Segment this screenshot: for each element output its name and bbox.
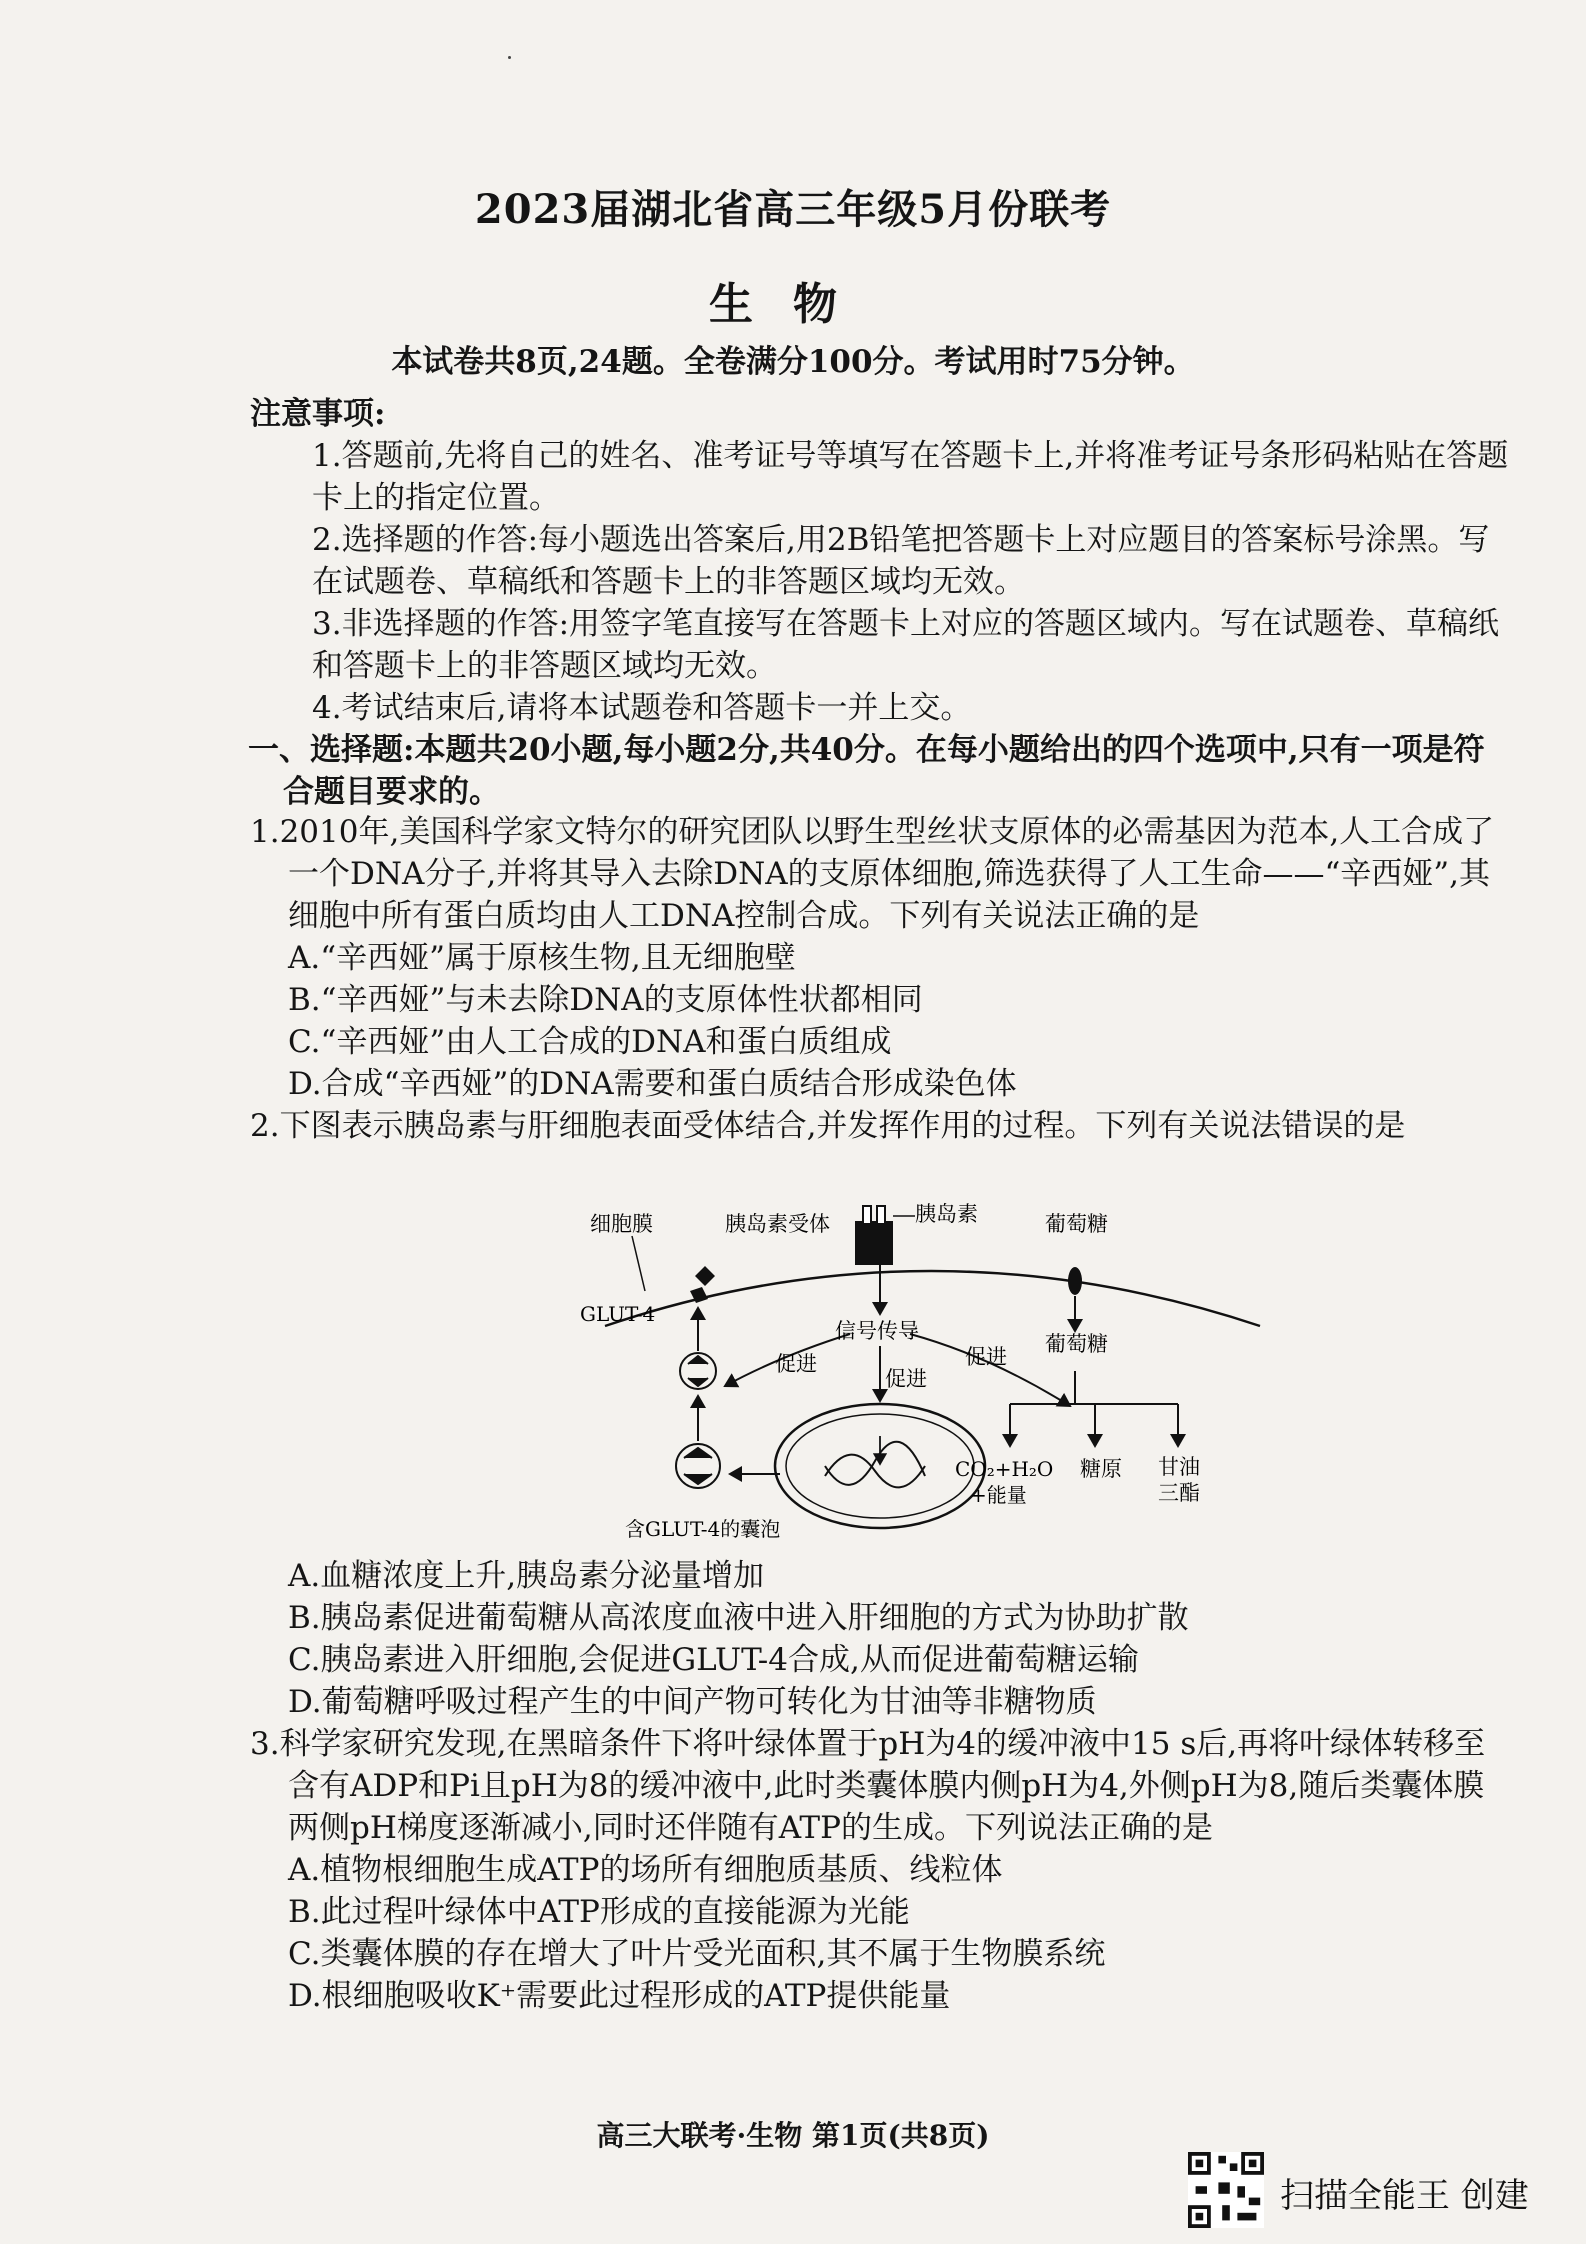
- question-2-options: [250, 1555, 1510, 2017]
- label-vesicle: 含GLUT-4的囊泡: [625, 1517, 781, 1541]
- note-item-2: 2.选择题的作答:每小题选出答案后,用2B铅笔把答题卡上对应题目的答案标号涂黑。写在试题卷、草稿纸和答题卡上的非答题区域均无效。: [312, 522, 1490, 600]
- note-item-1: 1.答题前,先将自己的姓名、准考证号等填写在答题卡上,并将准考证号条形码粘贴在答题卡上的指定位置。: [312, 438, 1509, 516]
- note-item-3: 3.非选择题的作答:用签字笔直接写在答题卡上对应的答题区域内。写在试题卷、草稿纸和答题卡上的非答题区域均无效。: [312, 606, 1500, 684]
- q3-option-d: D.根细胞吸收K⁺需要此过程形成的ATP提供能量: [288, 1978, 951, 2014]
- label-promote-2: 促进: [885, 1367, 927, 1391]
- glucose-transporter: [1068, 1267, 1082, 1295]
- scan-speck: [508, 56, 511, 59]
- q2-option-a: A.血糖浓度上升,胰岛素分泌量增加: [288, 1558, 765, 1594]
- q3-option-b: B.此过程叶绿体中ATP形成的直接能源为光能: [288, 1894, 910, 1930]
- insulin-receptor-shape: [855, 1221, 893, 1265]
- q2-stem: 2.下图表示胰岛素与肝细胞表面受体结合,并发挥作用的过程。下列有关说法错误的是: [250, 1108, 1406, 1144]
- section-heading: 一、选择题:本题共20小题,每小题2分,共40分。在每小题给出的四个选项中,只有一项是符合题目要求的。: [248, 732, 1485, 810]
- dna-helix: [825, 1442, 925, 1488]
- q1-option-c: C.“辛西娅”由人工合成的DNA和蛋白质组成: [288, 1024, 892, 1060]
- label-insulin: 胰岛素: [915, 1202, 978, 1226]
- q2-option-d: D.葡萄糖呼吸过程产生的中间产物可转化为甘油等非糖物质: [288, 1684, 1097, 1720]
- glut4-transporter: [690, 1266, 715, 1303]
- q3-stem: 3.科学家研究发现,在黑暗条件下将叶绿体置于pH为4的缓冲液中15 s后,再将叶绿体转移至含有ADP和Pi且pH为8的缓冲液中,此时类囊体膜内侧pH为4,外侧pH为8,随后类囊体膜两侧pH梯度逐渐减小,同时还伴随有ATP的生成。下列说法正确的是: [250, 1726, 1486, 1846]
- q2-option-c: C.胰岛素进入肝细胞,会促进GLUT-4合成,从而促进葡萄糖运输: [288, 1642, 1139, 1678]
- label-glycerol: 甘油: [1158, 1455, 1200, 1479]
- label-signal: 信号传导: [835, 1319, 919, 1343]
- label-membrane: 细胞膜: [590, 1212, 653, 1236]
- q3-option-c: C.类囊体膜的存在增大了叶片受光面积,其不属于生物膜系统: [288, 1936, 1106, 1972]
- exam-title: 2023届湖北省高三年级5月份联考: [474, 186, 1112, 233]
- label-receptor: 胰岛素受体: [725, 1212, 830, 1236]
- label-glycogen: 糖原: [1080, 1457, 1122, 1481]
- nucleus-inner: [786, 1414, 974, 1518]
- nucleus-outer: [775, 1404, 985, 1528]
- label-triglyceride: 三酯: [1158, 1481, 1200, 1505]
- question-1: [250, 811, 1510, 1147]
- label-glut4: GLUT-4: [580, 1302, 656, 1326]
- label-glucose-inside: 葡萄糖: [1045, 1332, 1108, 1356]
- label-glucose-outside: 葡萄糖: [1045, 1212, 1108, 1236]
- insulin-pathway-diagram: [570, 1196, 1270, 1556]
- label-promote-1: 促进: [775, 1352, 817, 1376]
- label-energy: +能量: [970, 1483, 1027, 1507]
- label-co2-h2o: CO₂+H₂O: [955, 1457, 1054, 1481]
- note-item-4: 4.考试结束后,请将本试题卷和答题卡一并上交。: [312, 690, 972, 726]
- q1-option-d: D.合成“辛西娅”的DNA需要和蛋白质结合形成染色体: [288, 1066, 1017, 1102]
- q3-option-a: A.植物根细胞生成ATP的场所有细胞质基质、线粒体: [288, 1852, 1003, 1888]
- q1-option-b: B.“辛西娅”与未去除DNA的支原体性状都相同: [288, 982, 923, 1018]
- subject-title: 生物: [709, 279, 877, 330]
- label-promote-3: 促进: [965, 1345, 1007, 1369]
- page-footer: 高三大联考·生物 第1页(共8页): [596, 2119, 990, 2152]
- q1-stem: 1.2010年,美国科学家文特尔的研究团队以野生型丝状支原体的必需基因为范本,人工合成了一个DNA分子,并将其导入去除DNA的支原体细胞,筛选获得了人工生命——“辛西娅”,其细胞中所有蛋白质均由人工DNA控制合成。下列有关说法正确的是: [250, 814, 1495, 934]
- notes-block: [250, 393, 1510, 813]
- exam-intro: 本试卷共8页,24题。全卷满分100分。考试用时75分钟。: [391, 344, 1195, 380]
- scanner-watermark: 扫描全能王 创建: [1280, 2176, 1529, 2216]
- q1-option-a: A.“辛西娅”属于原核生物,且无细胞壁: [288, 940, 796, 976]
- notes-heading: 注意事项:: [250, 396, 386, 432]
- qr-code-icon: [1188, 2152, 1264, 2228]
- q2-option-b: B.胰岛素促进葡萄糖从高浓度血液中进入肝细胞的方式为协助扩散: [288, 1600, 1189, 1636]
